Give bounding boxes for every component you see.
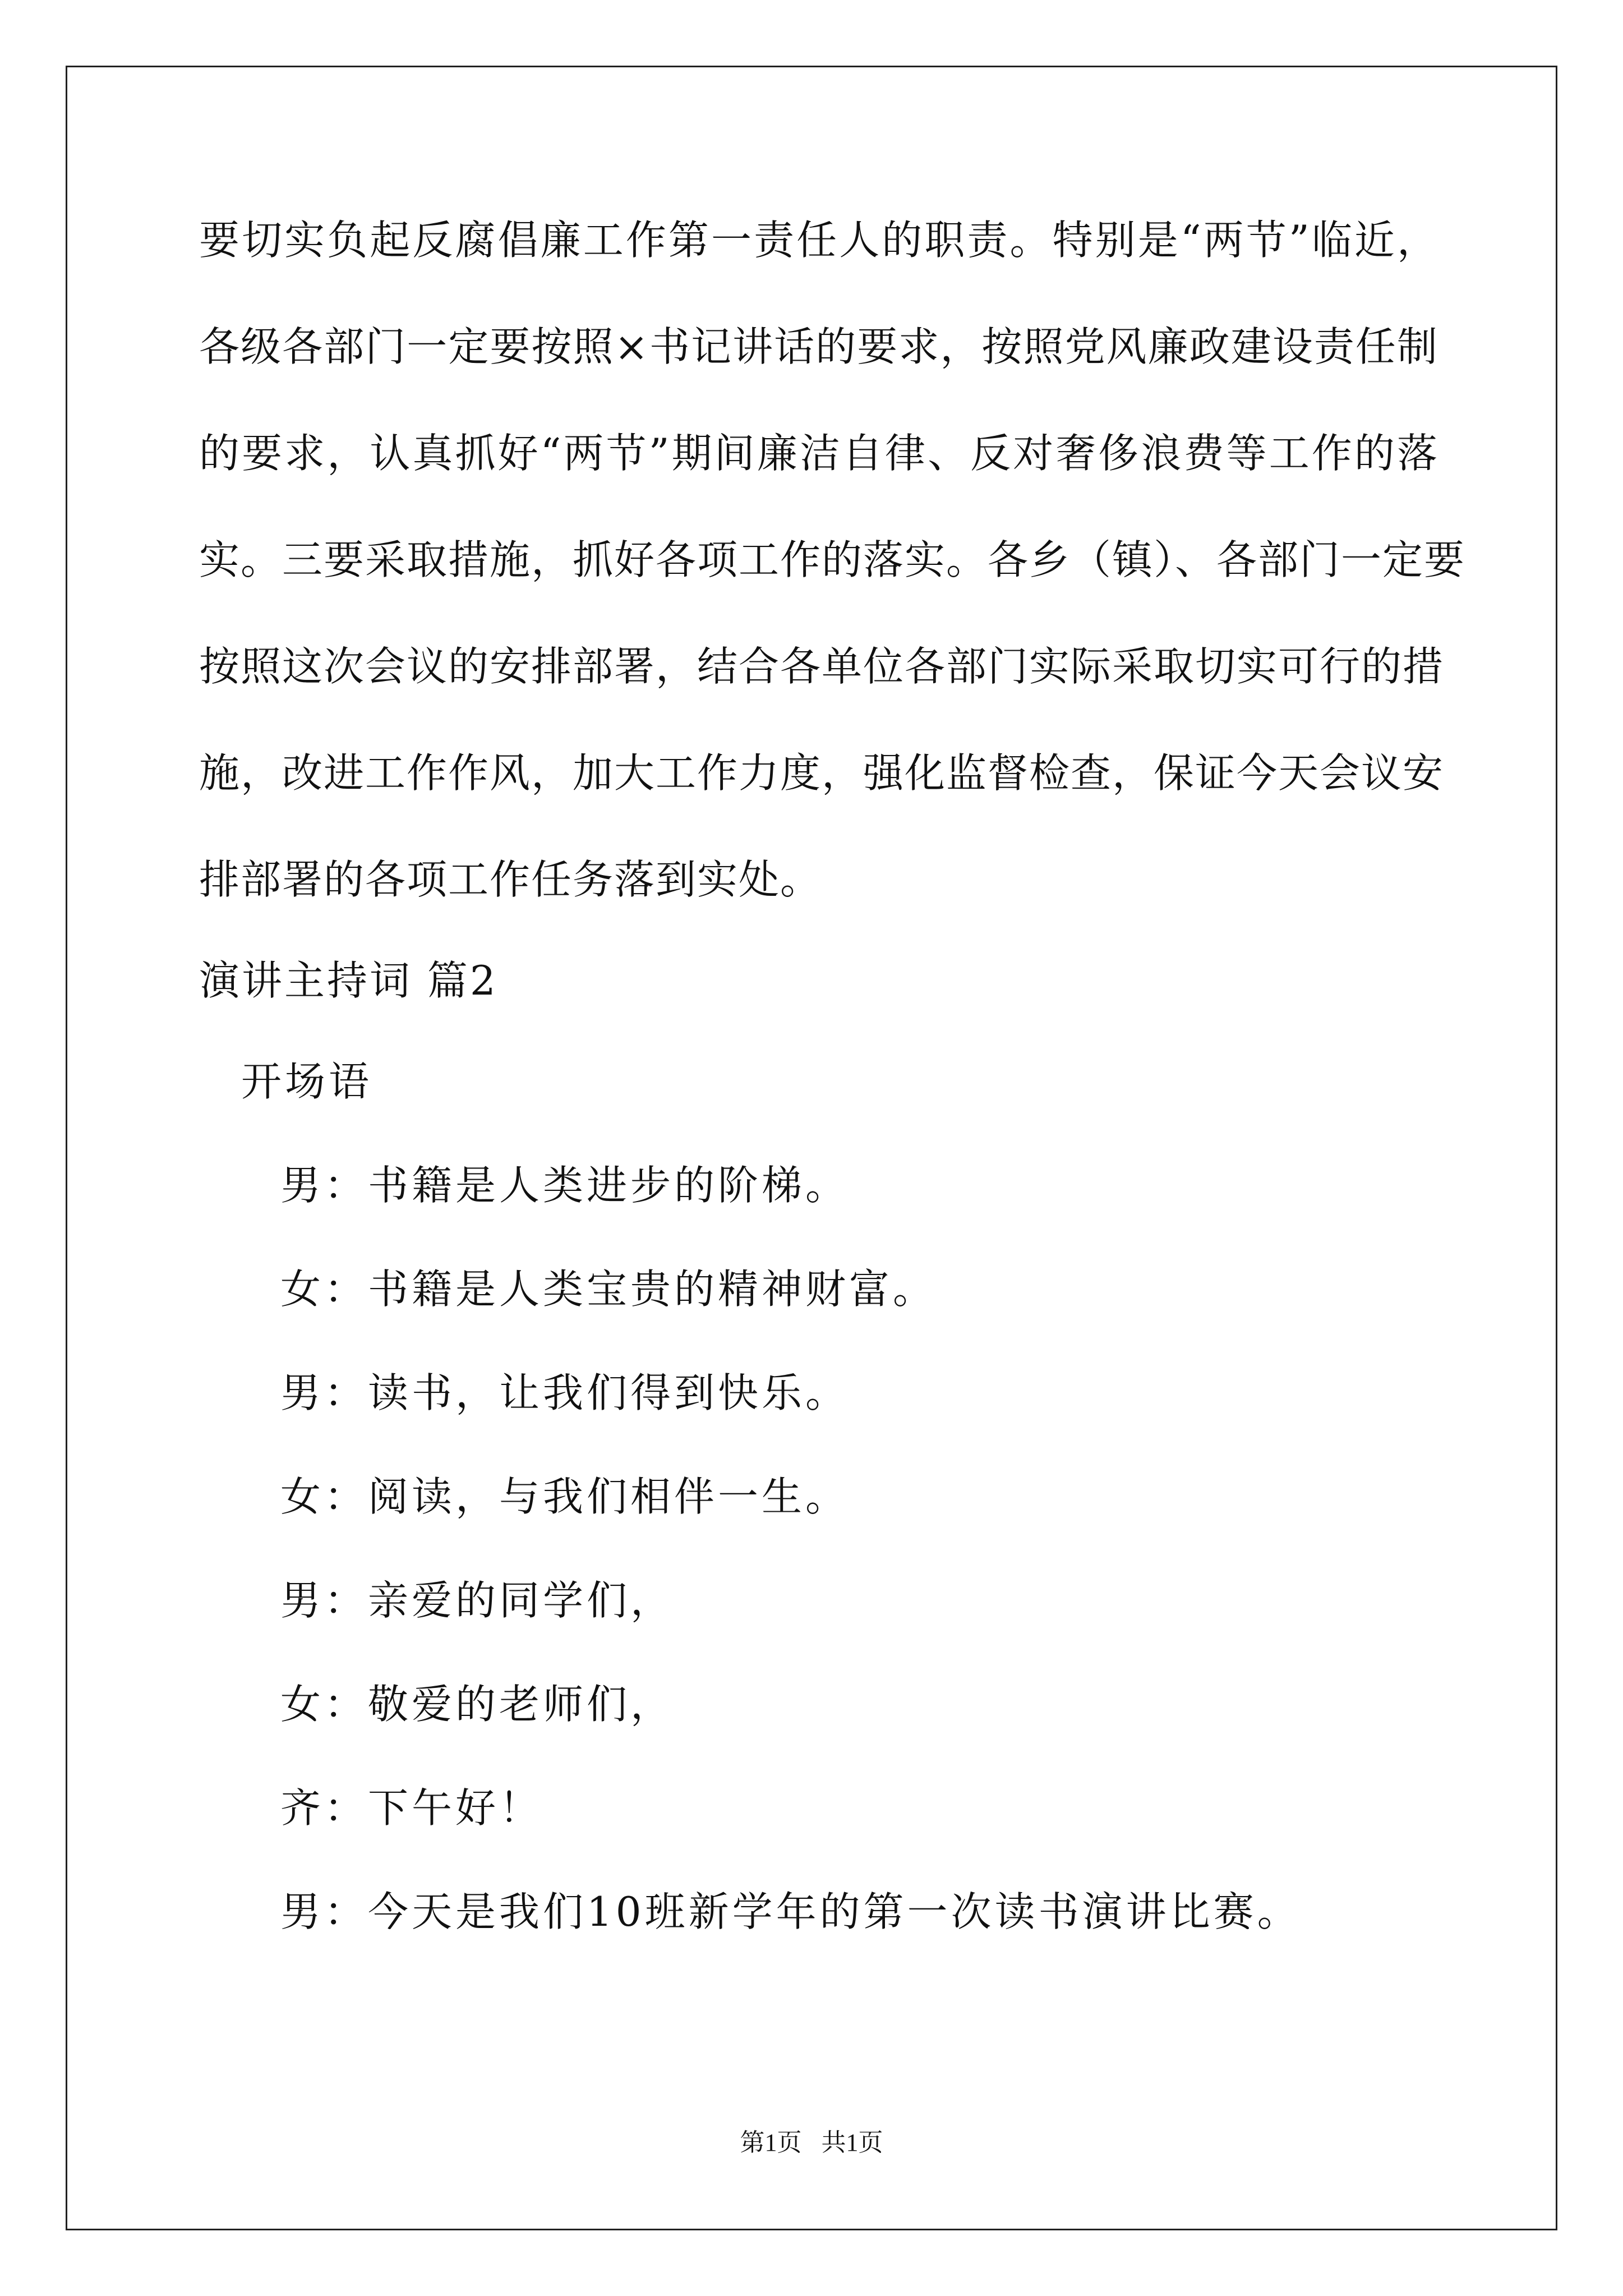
paragraph-line: 按照这次会议的安排部署，结合各单位各部门实际采取切实可行的措: [199, 643, 1445, 690]
paragraph-line: 施，改进工作作风，加大工作力度，强化监督检查，保证今天会议安: [199, 749, 1445, 797]
script-line: 齐：下午好！: [280, 1784, 543, 1832]
script-line: 开场语: [241, 1058, 373, 1105]
script-line: 男：书籍是人类进步的阶梯。: [280, 1162, 850, 1209]
script-line: 女：书籍是人类宝贵的精神财富。: [280, 1266, 937, 1313]
script-line: 男：亲爱的同学们，: [280, 1577, 675, 1624]
page-number: 第1页: [740, 2129, 802, 2156]
script-line: 女：敬爱的老师们，: [280, 1681, 675, 1728]
paragraph-line: 实。三要采取措施，抓好各项工作的落实。各乡（镇）、各部门一定要: [199, 536, 1466, 583]
script-line: 男：今天是我们10班新学年的第一次读书演讲比赛。: [280, 1888, 1301, 1935]
section-heading: 演讲主持词 篇2: [199, 957, 498, 1004]
page-total: 共1页: [821, 2129, 883, 2156]
script-line: 男：读书，让我们得到快乐。: [280, 1369, 850, 1416]
paragraph-line: 各级各部门一定要按照×书记讲话的要求，按照党风廉政建设责任制: [199, 323, 1438, 370]
paragraph-line: 要切实负起反腐倡廉工作第一责任人的职责。特别是“两节”临近，: [199, 217, 1438, 264]
script-line: 女：阅读，与我们相伴一生。: [280, 1473, 850, 1520]
paragraph-line: 的要求，认真抓好“两节”期间廉洁自律、反对奢侈浪费等工作的落: [199, 430, 1438, 477]
page-footer: [0, 2126, 1623, 2160]
paragraph-line: 排部署的各项工作任务落到实处。: [199, 856, 822, 903]
